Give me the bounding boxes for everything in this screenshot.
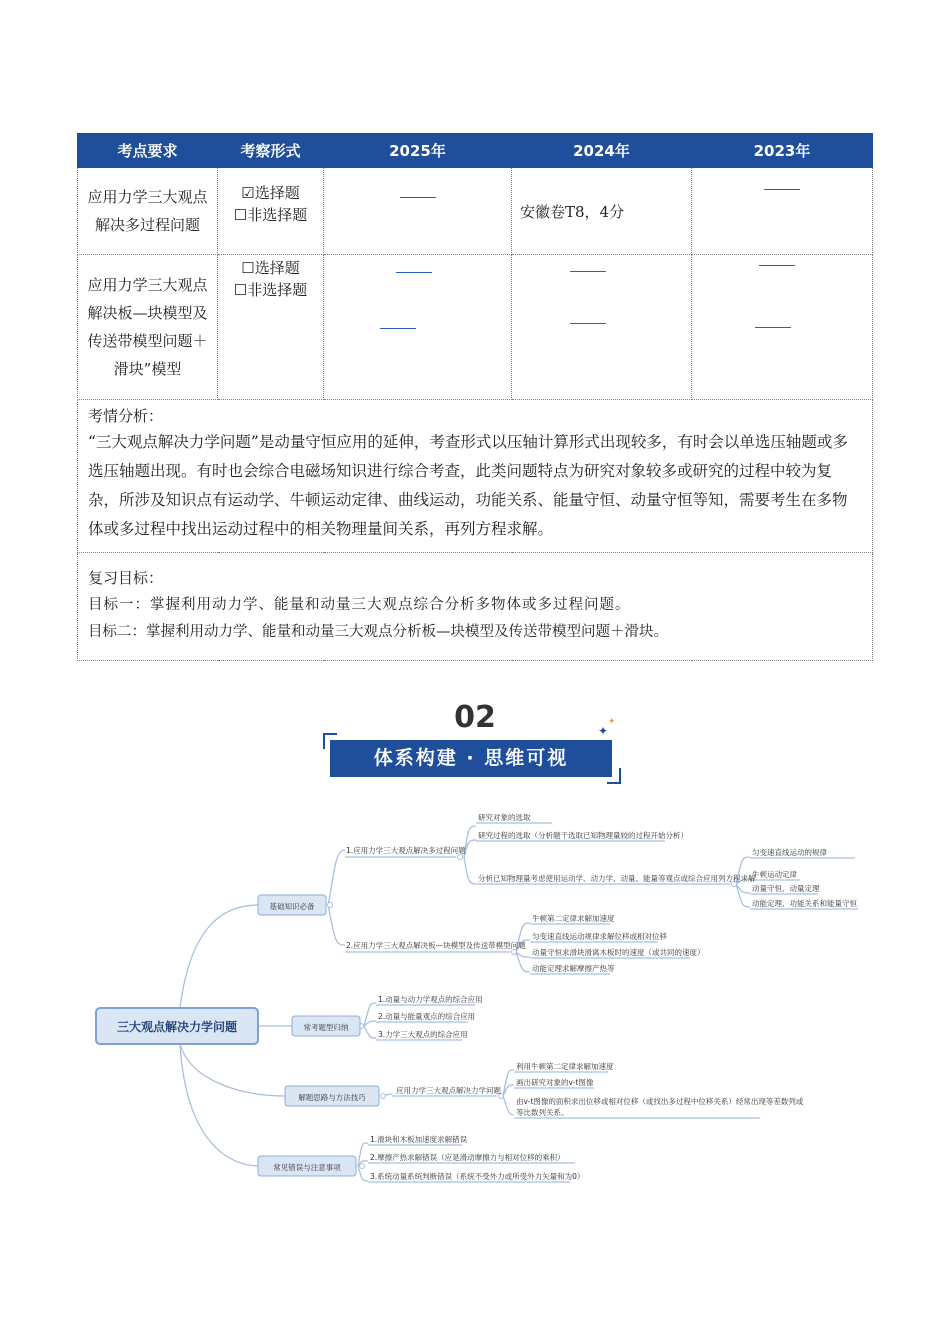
goals-row bbox=[78, 553, 873, 661]
mindmap-branch-methods: 解题思路与方法技巧 bbox=[298, 1093, 366, 1102]
sparkle-icon: ✦ bbox=[598, 724, 609, 738]
row2-2025-dash-b bbox=[380, 328, 416, 329]
goals-cell bbox=[78, 553, 873, 661]
mindmap-node: 研究对象的选取 bbox=[478, 813, 531, 822]
mindmap-branch-types: 常考题型归纳 bbox=[303, 1023, 349, 1032]
header-2025: 2025年 bbox=[324, 134, 512, 168]
row2-2025 bbox=[324, 255, 512, 400]
mindmap-node: 分析已知物理量考虑使用运动学、动力学、动量、能量等观点或综合应用列方程求解 bbox=[478, 874, 756, 883]
row1-2024: 安徽卷T8，4分 bbox=[512, 168, 692, 255]
mindmap-node: 2.摩擦产热求解错误（应是滑动摩擦力与相对位移的乘积） bbox=[370, 1153, 565, 1162]
goal-two: 目标二：掌握利用动力学、能量和动量三大观点分析板—块模型及传送带模型问题＋滑块。 bbox=[88, 624, 668, 640]
sparkle-small-icon: ✦ bbox=[608, 717, 616, 727]
analysis-text: “三大观点解决力学问题”是动量守恒应用的延伸，考查形式以压轴计算形式出现较多，有时会以单选压轴题或多选压轴题出现。有时也会综合电磁场知识进行综合考查，此类问题特点为研究对象较多或研究的过程中较为复杂，所涉及知识点有运动学、牛顿运动定律、曲线运动，功能关系、能量守恒、动量守恒等知，需要考生在多物体或多过程中找出运动过程中的相关物理量间关系，再列方程求解。 bbox=[88, 433, 848, 538]
mindmap-node: 匀变速直线运动规律求解位移或相对位移 bbox=[532, 932, 667, 941]
table-header-row bbox=[78, 134, 873, 168]
mind-map bbox=[0, 790, 950, 1210]
analysis-cell bbox=[78, 400, 873, 553]
row2-2023-dash-a bbox=[759, 265, 795, 266]
mindmap-node: 由v-t图像的面积求出位移或相对位移（或找出多过程中位移关系）经常出现等差数列或 bbox=[516, 1097, 804, 1106]
mindmap-node: 3.系统动量系统判断错误（系统不受外力或所受外力矢量和为0） bbox=[370, 1172, 585, 1181]
mindmap-node: 牛顿第二定律求解加速度 bbox=[532, 914, 615, 923]
mindmap-branch-errors: 常见错误与注意事项 bbox=[273, 1163, 341, 1172]
row2-topic: 应用力学三大观点解决板—块模型及传送带模型问题＋滑块”模型 bbox=[78, 255, 218, 400]
row1-2025 bbox=[324, 168, 512, 255]
goal-one: 目标一：掌握利用动力学、能量和动量三大观点综合分析多物体或多过程问题。 bbox=[88, 597, 631, 613]
table-row bbox=[78, 255, 873, 400]
mindmap-node: 牛顿运动定律 bbox=[752, 870, 797, 879]
mindmap-node: 等比数列关系。 bbox=[516, 1108, 569, 1117]
row1-nonchoice: ☐非选择题 bbox=[233, 206, 308, 224]
mindmap-node: 1.动量与动力学观点的综合应用 bbox=[378, 995, 483, 1004]
row2-choice: ☐选择题 bbox=[241, 259, 300, 277]
row2-2024-dash-a bbox=[570, 271, 606, 272]
analysis-title: 考情分析： bbox=[88, 407, 164, 425]
mindmap-node: 3.力学三大观点的综合应用 bbox=[378, 1030, 468, 1039]
goals-title: 复习目标： bbox=[88, 569, 164, 587]
header-form: 考察形式 bbox=[218, 134, 324, 168]
row1-2023 bbox=[692, 168, 873, 255]
row1-choice: ☑选择题 bbox=[241, 184, 300, 202]
row2-2023 bbox=[692, 255, 873, 400]
mindmap-node: 2.应用力学三大观点解决板—块模型及传送带模型问题 bbox=[346, 941, 526, 950]
row2-nonchoice: ☐非选择题 bbox=[233, 281, 308, 299]
table-row bbox=[78, 168, 873, 255]
mindmap-node: 应用力学三大观点解决力学问题 bbox=[396, 1086, 501, 1095]
mindmap-node: 研究过程的选取（分析题干选取已知物理量较的过程开始分析） bbox=[478, 831, 688, 840]
header-2024: 2024年 bbox=[512, 134, 692, 168]
row1-2023-dash bbox=[764, 189, 800, 190]
mindmap-node: 2.动量与能量观点的综合应用 bbox=[378, 1012, 476, 1021]
row1-topic: 应用力学三大观点解决多过程问题 bbox=[78, 168, 218, 255]
exam-table bbox=[77, 133, 873, 661]
section-title: 体系构建 · 思维可视 bbox=[330, 740, 612, 777]
analysis-row bbox=[78, 400, 873, 553]
mindmap-root: 三大观点解决力学问题 bbox=[116, 1020, 238, 1034]
header-topic: 考点要求 bbox=[78, 134, 218, 168]
row1-2025-dash bbox=[400, 197, 436, 198]
mindmap-node: 动量守恒、动量定理 bbox=[752, 884, 820, 893]
mindmap-node: 动能定理、功能关系和能量守恒 bbox=[752, 899, 857, 908]
mindmap-node: 匀变速直线运动的规律 bbox=[752, 848, 827, 857]
row2-2023-dash-b bbox=[755, 327, 791, 328]
mindmap-node: 动量守恒求滑块滑离木板时的速度（或共同的速度） bbox=[532, 948, 705, 957]
row2-2024-dash-b bbox=[570, 323, 606, 324]
mindmap-node: 1.应用力学三大观点解决多过程问题 bbox=[346, 846, 466, 855]
mindmap-node: 1.滑块和木板加速度求解错误 bbox=[370, 1135, 468, 1144]
mindmap-branch-basics: 基础知识必备 bbox=[269, 902, 315, 911]
mindmap-node: 利用牛顿第二定律求解加速度 bbox=[516, 1062, 614, 1071]
mindmap-node: 动能定理求解摩擦产热等 bbox=[532, 964, 615, 973]
row1-forms bbox=[218, 168, 324, 255]
header-2023: 2023年 bbox=[692, 134, 873, 168]
section-number: 02 bbox=[454, 700, 496, 735]
row2-2025-dash-a bbox=[396, 272, 432, 273]
row2-2024 bbox=[512, 255, 692, 400]
mindmap-node: 画出研究对象的v-t图像 bbox=[516, 1078, 594, 1087]
row2-forms bbox=[218, 255, 324, 400]
